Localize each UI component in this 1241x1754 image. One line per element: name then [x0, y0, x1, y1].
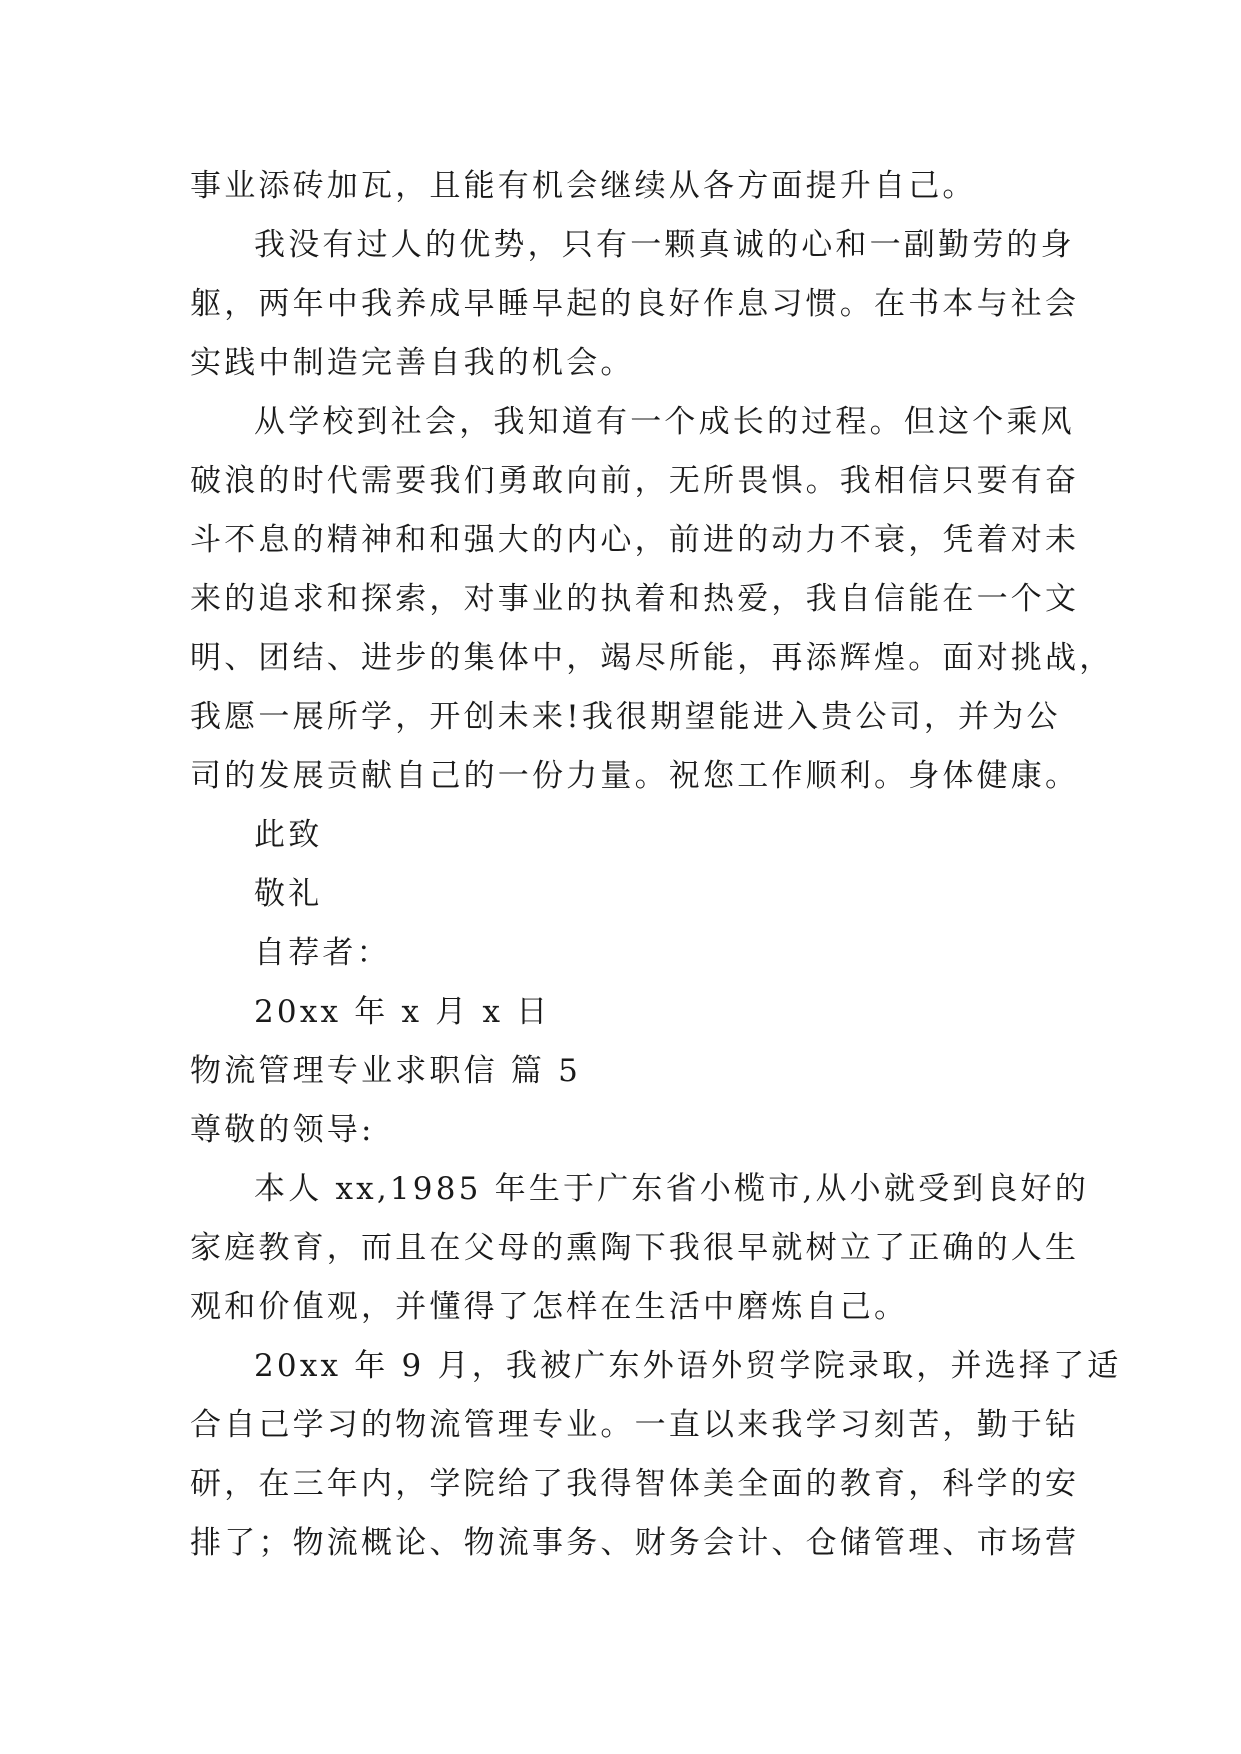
- text-line: 斗不息的精神和和强大的内心，前进的动力不衰，凭着对未: [190, 522, 1080, 558]
- text-line: 明、团结、进步的集体中，竭尽所能，再添辉煌。面对挑战，: [190, 640, 1114, 676]
- text-line: 排了；物流概论、物流事务、财务会计、仓储管理、市场营: [190, 1525, 1080, 1561]
- paragraph-first-line: 从学校到社会，我知道有一个成长的过程。但这个乘风: [254, 404, 1075, 440]
- paragraph-first-line: 本人 xx,1985 年生于广东省小榄市,从小就受到良好的: [254, 1171, 1090, 1207]
- text-line: 司的发展贡献自己的一份力量。祝您工作顺利。身体健康。: [190, 758, 1080, 794]
- text-line: 事业添砖加瓦，且能有机会继续从各方面提升自己。: [190, 168, 977, 204]
- text-line: 来的追求和探索，对事业的执着和热爱，我自信能在一个文: [190, 581, 1080, 617]
- date-line: 20xx 年 x 月 x 日: [254, 994, 551, 1030]
- text-line: 家庭教育，而且在父母的熏陶下我很早就树立了正确的人生: [190, 1230, 1080, 1266]
- text-line: 观和价值观，并懂得了怎样在生活中磨炼自己。: [190, 1289, 909, 1325]
- text-line: 我愿一展所学，开创未来!我很期望能进入贵公司，并为公: [190, 699, 1061, 735]
- salutation-line: 敬礼: [254, 876, 323, 912]
- greeting-line: 尊敬的领导:: [190, 1112, 375, 1148]
- text-line: 破浪的时代需要我们勇敢向前，无所畏惧。我相信只要有奋: [190, 463, 1080, 499]
- text-line: 实践中制造完善自我的机会。: [190, 345, 635, 381]
- text-line: 研，在三年内，学院给了我得智体美全面的教育，科学的安: [190, 1466, 1080, 1502]
- signature-label: 自荐者：: [254, 935, 391, 971]
- text-line: 躯，两年中我养成早睡早起的良好作息习惯。在书本与社会: [190, 286, 1080, 322]
- paragraph-first-line: 我没有过人的优势，只有一颗真诚的心和一副勤劳的身: [254, 227, 1075, 263]
- text-line: 合自己学习的物流管理专业。一直以来我学习刻苦，勤于钻: [190, 1407, 1080, 1443]
- closing-line: 此致: [254, 817, 323, 853]
- paragraph-first-line: 20xx 年 9 月，我被广东外语外贸学院录取，并选择了适: [254, 1348, 1122, 1384]
- section-heading: 物流管理专业求职信 篇 5: [190, 1053, 582, 1089]
